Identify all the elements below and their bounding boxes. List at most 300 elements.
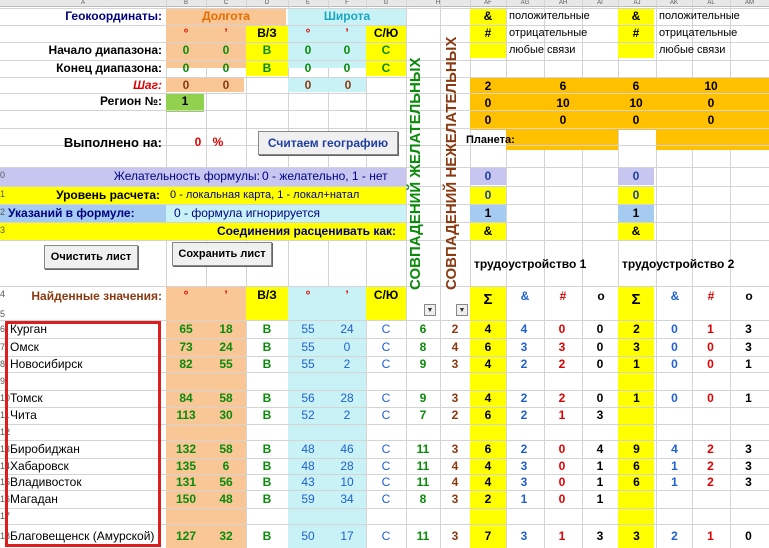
lat-min: 0	[343, 340, 351, 354]
block2-value	[618, 424, 655, 440]
block2-value	[656, 508, 693, 524]
block1-value: 0	[596, 391, 604, 405]
block1-param-value: &	[483, 224, 493, 238]
lat-min: 28	[340, 391, 354, 405]
column-header: B	[183, 0, 188, 6]
block2-value: 0	[707, 340, 714, 354]
lat-dir: С	[381, 459, 391, 473]
block2-value: 0	[671, 357, 678, 371]
lon-deg: 82	[179, 357, 193, 371]
lon-deg	[166, 508, 206, 524]
block2-value: 3	[745, 322, 752, 336]
desired-count	[406, 424, 440, 440]
lon-dir	[246, 508, 288, 524]
block1-value: 1	[596, 492, 604, 506]
lon-dir: В	[262, 492, 272, 506]
min-label: ’	[345, 26, 349, 40]
legend-hash-symbol: #	[484, 26, 492, 40]
legend-positive: положительные	[509, 10, 590, 22]
block2-value: 0	[671, 391, 678, 405]
row-number: 8	[0, 359, 6, 369]
lon-dir: В	[262, 529, 272, 543]
block2-value: 3	[633, 529, 640, 543]
block1-value: 3	[520, 475, 528, 489]
bz-label: В/З	[257, 26, 277, 40]
undesired-count	[440, 424, 470, 440]
lat-dir	[366, 372, 406, 390]
end-range-value: В	[262, 61, 272, 75]
block1-value: 1	[558, 408, 566, 422]
block1-value: 2	[520, 357, 528, 371]
end-range-label: Конец диапазона:	[56, 61, 162, 75]
desire-hint: 0 - желательно, 1 - нет	[262, 169, 388, 183]
block1-value: 6	[484, 442, 492, 456]
lat-deg	[288, 508, 328, 524]
column-header: AL	[707, 0, 715, 6]
block2-value	[656, 490, 693, 508]
legend-hash-symbol: #	[632, 26, 640, 40]
desired-count	[406, 372, 440, 390]
block1-value: 4	[484, 475, 492, 489]
column-header: E	[305, 0, 310, 6]
lon-min	[206, 424, 246, 440]
row-number: 7	[0, 342, 6, 352]
row-number: 11	[0, 410, 10, 420]
conn-label: Соединения расценивать как:	[216, 224, 396, 238]
row-number: 17	[0, 511, 11, 521]
hash-header: #	[707, 289, 715, 303]
block1-value: 0	[558, 492, 566, 506]
lon-dir	[246, 424, 288, 440]
block1-value: 4	[484, 357, 492, 371]
lat-min: 28	[340, 459, 354, 473]
lat-dir: С	[381, 529, 391, 543]
row-number: 1	[0, 189, 6, 199]
region-value: 1	[181, 94, 189, 108]
geo-title: Геокоординаты:	[65, 9, 162, 23]
min-header: ’	[224, 288, 228, 302]
column-header: AI	[597, 0, 603, 6]
desire-label: Желательность формулы:	[113, 169, 260, 183]
lat-min: 2	[343, 408, 351, 422]
undesired-count: 4	[451, 340, 459, 354]
block2-value	[618, 508, 655, 524]
block2-value: 6	[632, 79, 640, 93]
end-range-value: 0	[343, 61, 351, 75]
end-range-value: 0	[304, 61, 312, 75]
block1-value	[470, 372, 506, 390]
start-range-value: В	[262, 43, 272, 57]
lat-deg	[288, 372, 328, 390]
lat-deg: 55	[301, 340, 315, 354]
undesired-count: 2	[451, 408, 459, 422]
sy-label: С/Ю	[373, 26, 399, 40]
undesired-count: 3	[451, 492, 459, 506]
o-header: o	[745, 289, 753, 303]
lat-deg	[288, 424, 328, 440]
lat-deg: 59	[301, 492, 315, 506]
block1-value: 2	[484, 492, 492, 506]
block1-value: 4	[596, 442, 604, 456]
block2-value	[618, 407, 655, 424]
block2-title: трудоустройство 2	[622, 257, 735, 271]
lat-min: 34	[340, 492, 354, 506]
vertical-label-undesired: СОВПАДЕНИЙ НЕЖЕЛАТЕЛЬНЫХ	[443, 36, 460, 290]
lon-min: 32	[219, 529, 233, 543]
block2-value	[692, 508, 729, 524]
lat-deg: 55	[301, 357, 315, 371]
block2-value: 1	[633, 357, 640, 371]
column-header: C	[223, 0, 229, 6]
desired-count: 8	[419, 492, 427, 506]
block1-value: 6	[559, 79, 567, 93]
block1-value: 2	[520, 442, 528, 456]
lon-deg: 127	[175, 529, 197, 543]
block1-value: 3	[596, 408, 604, 422]
city-name: Чита	[10, 408, 37, 422]
lat-dir	[366, 508, 406, 524]
filter-dropdown-icon[interactable]: ▼	[424, 304, 436, 316]
lat-dir: С	[381, 442, 391, 456]
block2-value	[730, 508, 767, 524]
block2-param-value: 0	[632, 188, 640, 202]
level-label: Уровень расчета:	[56, 188, 160, 202]
lon-dir: В	[262, 442, 272, 456]
block2-value	[692, 424, 729, 440]
lat-deg: 52	[301, 408, 315, 422]
done-value: 0	[194, 135, 202, 149]
block2-value: 2	[707, 475, 714, 489]
block2-value: 0	[632, 113, 640, 127]
start-range-value: 0	[304, 43, 312, 57]
o-header: o	[597, 289, 605, 303]
block1-value	[470, 508, 506, 524]
block1-value	[544, 424, 580, 440]
row-number: 10	[0, 393, 11, 403]
block1-value: 0	[558, 442, 566, 456]
block1-value: 4	[484, 459, 492, 473]
lon-dir: В	[262, 459, 272, 473]
block2-value	[656, 372, 693, 390]
vertical-label-desired: СОВПАДЕНИЙ ЖЕЛАТЕЛЬНЫХ	[407, 57, 424, 290]
city-name: Биробиджан	[10, 442, 80, 456]
deg-label: °	[183, 26, 189, 40]
legend-negative: отрицательные	[509, 27, 588, 39]
block1-value: 0	[558, 322, 566, 336]
block2-value: 0	[707, 357, 714, 371]
block2-value: 0	[745, 529, 752, 543]
block1-value	[544, 372, 580, 390]
clear-sheet-button[interactable]: Очистить лист	[44, 245, 138, 269]
block2-value: 0	[707, 391, 714, 405]
sigma-header: Σ	[483, 291, 493, 308]
legend-negative: отрицательные	[659, 27, 738, 39]
lat-dir: С	[381, 322, 391, 336]
block2-value: 1	[745, 391, 752, 405]
block1-value: 0	[596, 340, 604, 354]
step-value: 0	[304, 78, 312, 92]
block1-value	[582, 372, 618, 390]
sy-header: С/Ю	[373, 288, 399, 302]
undesired-count: 4	[451, 475, 459, 489]
block1-value: 1	[558, 529, 566, 543]
block1-value	[506, 372, 542, 390]
block1-value: 1	[596, 475, 604, 489]
lon-deg: 135	[175, 459, 197, 473]
block1-value: 4	[484, 322, 492, 336]
lat-deg: 55	[301, 322, 315, 336]
block1-value: 0	[558, 459, 566, 473]
lon-header: Долгота	[202, 9, 250, 23]
and-header: &	[520, 289, 530, 303]
desired-count: 11	[416, 459, 430, 473]
step-value: 0	[222, 78, 230, 92]
lon-min: 56	[219, 475, 233, 489]
block2-value	[656, 407, 693, 424]
block1-value: 0	[559, 113, 567, 127]
lon-min: 58	[219, 442, 233, 456]
block2-param-value: 1	[632, 206, 640, 220]
block2-param-value: 0	[632, 169, 640, 183]
block2-value: 3	[745, 442, 752, 456]
lon-min	[206, 372, 246, 390]
city-name: Новосибирск	[10, 357, 83, 371]
column-header: F	[345, 0, 349, 6]
block1-value: 2	[484, 79, 492, 93]
desired-count: 9	[419, 357, 427, 371]
lon-deg: 113	[176, 408, 196, 422]
lon-dir: В	[262, 475, 272, 489]
lon-dir: В	[262, 357, 272, 371]
block2-value: 0	[671, 340, 678, 354]
block2-value	[618, 490, 655, 508]
block1-value: 2	[558, 357, 566, 371]
desired-count: 11	[416, 442, 430, 456]
block1-value: 6	[484, 408, 492, 422]
lat-min: 2	[343, 357, 351, 371]
start-range-value: 0	[343, 43, 351, 57]
lat-deg: 43	[301, 475, 315, 489]
save-sheet-button[interactable]: Сохранить лист	[172, 242, 272, 266]
desired-count: 8	[419, 340, 427, 354]
lat-dir: С	[381, 357, 391, 371]
end-range-value: 0	[222, 61, 230, 75]
desired-count	[406, 508, 440, 524]
block1-value: 3	[558, 340, 566, 354]
legend-any: любые связи	[659, 44, 726, 56]
block2-gold-b	[656, 130, 769, 150]
lon-deg: 132	[175, 442, 197, 456]
block2-value	[692, 372, 729, 390]
row-number: 3	[0, 225, 6, 235]
level-hint: 0 - локальная карта, 1 - локал+натал	[170, 189, 360, 201]
block1-value: 0	[484, 113, 492, 127]
selection-frame	[5, 321, 161, 547]
block1-value	[506, 424, 542, 440]
block1-value: 2	[558, 391, 566, 405]
lat-header: Широта	[323, 9, 371, 23]
column-header: AK	[669, 0, 678, 6]
filter-dropdown-icon[interactable]: ▼	[456, 304, 468, 316]
lon-deg	[166, 372, 206, 390]
hash-header: #	[559, 289, 567, 303]
desired-count: 11	[416, 529, 430, 543]
block2-value: 3	[745, 459, 752, 473]
block1-value: 7	[484, 529, 492, 543]
block1-value: 4	[520, 322, 528, 336]
undesired-count: 3	[451, 529, 459, 543]
lon-deg: 131	[175, 475, 197, 489]
city-name: Магадан	[10, 492, 58, 506]
desired-count: 6	[419, 322, 427, 336]
block1-value: 0	[596, 357, 604, 371]
row-number: 12	[0, 427, 11, 437]
indic-label: Указаний в формуле:	[8, 206, 135, 220]
lat-dir: С	[381, 408, 391, 422]
undesired-count: 4	[451, 459, 459, 473]
lon-dir: В	[262, 322, 272, 336]
indic-hint: 0 - формула игнорируется	[174, 206, 320, 220]
block1-value: 3	[520, 340, 528, 354]
step-value: 0	[182, 78, 190, 92]
lat-deg: 56	[301, 391, 315, 405]
lon-dir: В	[262, 408, 272, 422]
lat-min	[328, 424, 366, 440]
block1-value: 0	[596, 322, 604, 336]
calc-geography-button[interactable]: Считаем географию	[258, 131, 398, 155]
lon-min: 55	[219, 357, 233, 371]
row-number: 0	[0, 170, 6, 180]
lon-deg: 150	[175, 492, 197, 506]
block2-value	[730, 490, 767, 508]
lat-deg: 48	[301, 442, 315, 456]
block1-value: 0	[484, 96, 492, 110]
end-range-value: 0	[182, 61, 190, 75]
block2-value: 1	[671, 459, 678, 473]
block2-value: 1	[707, 529, 714, 543]
block2-value: 4	[671, 442, 678, 456]
column-header: G	[383, 0, 389, 6]
desired-count: 11	[416, 475, 430, 489]
block1-param-value: 0	[484, 169, 492, 183]
block2-value: 0	[707, 96, 715, 110]
block2-value: 0	[671, 322, 678, 336]
legend-and-symbol: &	[631, 9, 641, 23]
block2-value: 3	[745, 340, 752, 354]
block1-value: 3	[520, 459, 528, 473]
end-range-value: С	[381, 61, 391, 75]
lat-min: 17	[340, 529, 354, 543]
block1-value: 1	[596, 459, 604, 473]
lat-dir: С	[381, 492, 391, 506]
grid-line	[0, 240, 769, 241]
found-values-label: Найденные значения:	[31, 289, 162, 303]
row-number: 13	[0, 444, 11, 454]
block1-value	[544, 508, 580, 524]
block1-value: 3	[520, 529, 528, 543]
lon-dir	[246, 372, 288, 390]
block2-value	[692, 407, 729, 424]
lat-dir: С	[381, 391, 391, 405]
lat-min	[328, 508, 366, 524]
column-header: D	[264, 0, 270, 6]
lat-dir: С	[381, 475, 391, 489]
block2-value: 10	[629, 96, 643, 110]
lat-dir: С	[381, 340, 391, 354]
block1-param-value: 1	[484, 206, 492, 220]
row-number: 15	[0, 477, 11, 487]
block2-value: 9	[633, 442, 640, 456]
deg-header: °	[305, 288, 311, 302]
row-number: 4	[0, 289, 6, 299]
block2-value: 2	[633, 322, 640, 336]
block2-value: 0	[707, 113, 715, 127]
block2-value: 1	[633, 391, 640, 405]
block1-value	[506, 508, 542, 524]
min-label: ’	[224, 26, 228, 40]
step-label: Шаг:	[133, 78, 162, 92]
block2-param-value: &	[631, 224, 641, 238]
desired-count: 9	[419, 391, 427, 405]
block2-value	[730, 372, 767, 390]
undesired-count: 2	[451, 322, 459, 336]
start-range-value: С	[381, 43, 391, 57]
lon-deg: 84	[179, 391, 193, 405]
block2-value	[730, 407, 767, 424]
lat-min: 24	[340, 322, 354, 336]
bz-header: В/З	[257, 288, 277, 302]
lon-dir: В	[262, 340, 272, 354]
block1-value: 4	[484, 391, 492, 405]
block2-value: 2	[671, 529, 678, 543]
row-number: 6	[0, 324, 6, 334]
block1-value: 0	[558, 475, 566, 489]
desired-count: 7	[419, 408, 427, 422]
done-label: Выполнено на:	[63, 135, 162, 150]
lon-deg: 65	[179, 322, 193, 336]
block1-value: 10	[556, 96, 570, 110]
column-header: AJ	[633, 0, 641, 6]
block2-value: 6	[633, 475, 640, 489]
sigma-header: Σ	[631, 291, 641, 308]
lon-dir: В	[262, 391, 272, 405]
row-number: 9	[0, 376, 6, 386]
row-number: 2	[0, 207, 6, 217]
lon-min: 30	[219, 408, 233, 422]
column-header: AG	[520, 0, 530, 6]
region-label: Регион №:	[99, 94, 162, 108]
lon-min: 58	[219, 391, 233, 405]
row-number: 18	[0, 531, 11, 541]
block1-value: 2	[520, 408, 528, 422]
block1-value: 3	[596, 529, 604, 543]
lat-min: 10	[340, 475, 354, 489]
legend-any: любые связи	[509, 44, 576, 56]
block2-value: 10	[704, 79, 718, 93]
block1-param-value: 0	[484, 188, 492, 202]
column-header: AH	[558, 0, 568, 6]
lat-dir	[366, 424, 406, 440]
row-number: 5	[0, 309, 6, 319]
block1-title: трудоустройство 1	[474, 257, 587, 271]
legend-and-symbol: &	[483, 9, 493, 23]
lon-min	[206, 508, 246, 524]
done-pct: %	[212, 135, 224, 149]
block2-value: 3	[633, 340, 640, 354]
undesired-count: 3	[451, 357, 459, 371]
block2-value	[618, 372, 655, 390]
lon-min: 6	[222, 459, 230, 473]
